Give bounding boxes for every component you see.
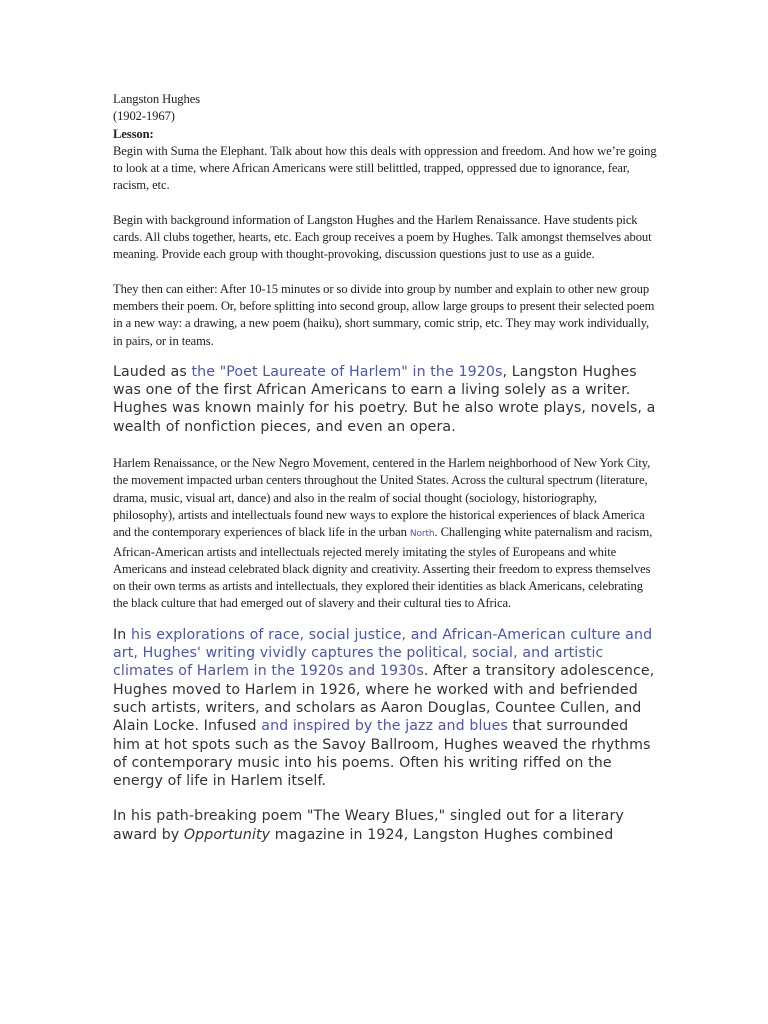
explorations-link[interactable]: his explorations of race, social justice, and African-American culture and art, Hughes' writing vividly captures the political, social, and artistic climates of Harlem in the 1920s and 1930s (113, 626, 653, 680)
bio-paragraph-3 (113, 807, 658, 844)
document-header (113, 91, 658, 143)
harlem-text-pre: Harlem Renaissance, or the New Negro Movement, centered in the Harlem neighborhood of New York City, the movement impacted urban centers throughout the United States. Across the cultural spectrum (literature, drama, music, visual art, dance) and also in the realm of social thought (sociology, historiography, philosophy), artists and intellectuals found new ways to explore the historical experiences of black America and the contemporary experiences of black life in the urban (113, 456, 651, 540)
author-name: Langston Hughes (113, 92, 200, 106)
bio-paragraph-2 (113, 626, 658, 791)
bio2-text-post: that surrounded him at hot spots such as the Savoy Ballroom, Hughes weaved the rhythms of contemporary music into his poems. Often his writing riffed on the energy of life in Harlem itself. (113, 718, 651, 790)
bio3-text-post: magazine in 1924, Langston Hughes combined (270, 826, 614, 843)
lesson-paragraph-1: Begin with Suma the Elephant. Talk about how this deals with oppression and freedom. And how we’re going to look at a time, where African Americans were still belittled, trapped, oppressed due to ignorance, fear, racism, etc. (113, 143, 657, 193)
author-years: (1902-1967) (113, 109, 175, 124)
lesson-paragraph-3: They then can either: After 10-15 minutes or so divide into group by number and explain to other new group members their poem. Or, before splitting into second group, allow large groups to present their selected poem in a new way: a drawing, a new poem (haiku), short summary, comic strip, etc. They may work individually, in pairs, or in teams. (113, 281, 655, 348)
lesson-label: Lesson: (113, 126, 154, 141)
bio2-text-mid: . After a transitory adolescence, Hughes moved to Harlem in 1926, where he worked with and befriended such artists, writers, and scholars as Aaron Douglas, Countee Cullen, and Alain Locke. Infused (113, 663, 655, 735)
bio1-text-post: , Langston Hughes was one of the first African Americans to earn a living solely as a writer. Hughes was known mainly for his poetry. But he also wrote plays, novels, a wealth of nonfiction pieces, and even an opera. (113, 363, 656, 435)
document-page (113, 91, 658, 844)
bio3-text-pre: In his path-breaking poem "The Weary Blues," singled out for a literary award by (113, 808, 624, 843)
opportunity-title: Opportunity (183, 826, 271, 843)
bio-paragraph-1 (113, 363, 658, 436)
bio1-text-pre: Lauded as (113, 363, 192, 380)
bio2-text-pre: In (113, 626, 131, 643)
harlem-text-post: . Challenging white paternalism and racism, African-American artists and intellectuals rejected merely imitating the styles of Europeans and white Americans and instead celebrated black dignity and creativity. Asserting their freedom to express themselves on their own terms as artists and intellectuals, they explored their identities as black Americans, celebrating the black culture that had emerged out of slavery and their cultural ties to Africa. (113, 525, 653, 611)
harlem-renaissance-paragraph (113, 455, 658, 613)
lesson-paragraph-2: Begin with background information of Langston Hughes and the Harlem Renaissance. Have students pick cards. All clubs together, hearts, etc. Each group receives a poem by Hughes. Talk amongst themselves about meaning. Provide each group with thought-provoking, discussion questions just to use as a guide. (113, 212, 652, 262)
jazz-blues-link[interactable]: and inspired by the jazz and blues (261, 718, 508, 735)
north-link[interactable]: North (409, 529, 435, 540)
poet-laureate-link[interactable]: the "Poet Laureate of Harlem" in the 1920s (191, 363, 503, 380)
